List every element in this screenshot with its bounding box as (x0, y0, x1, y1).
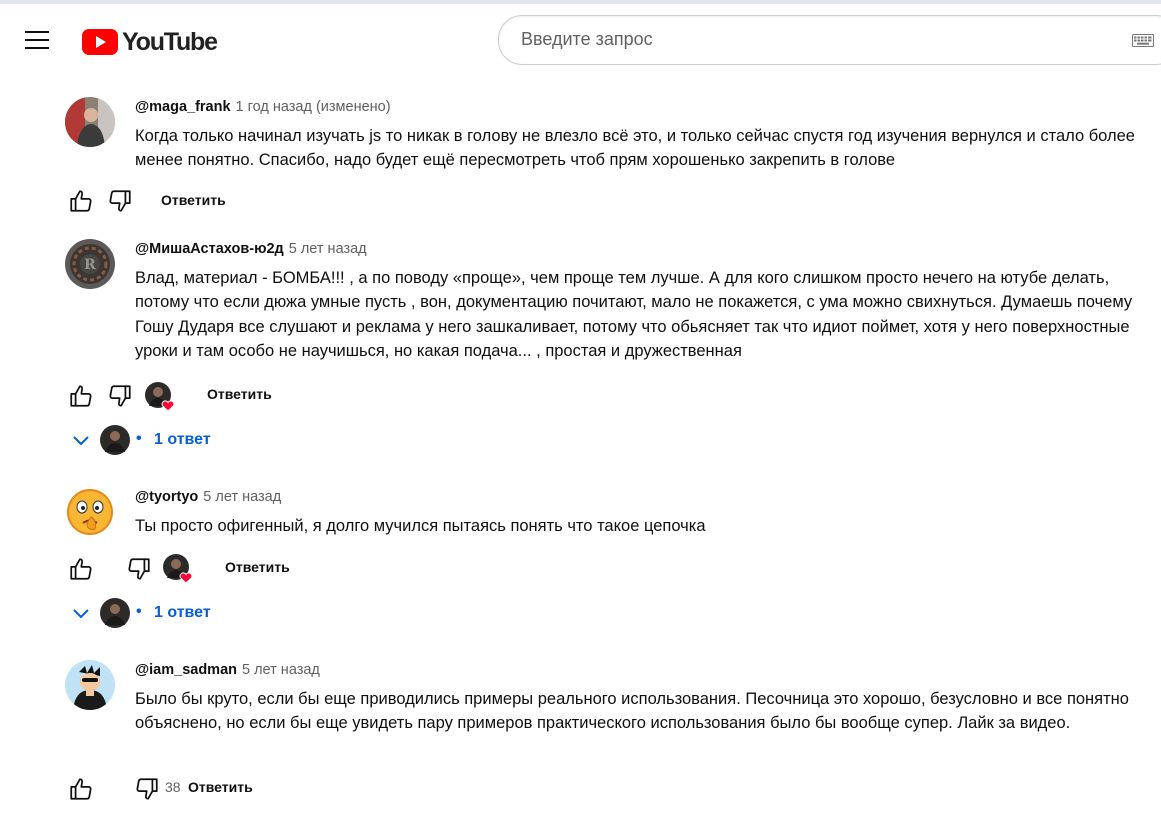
comment-author[interactable]: @МишаАстахов-ю2д (135, 241, 284, 257)
separator-dot: • (136, 603, 142, 620)
reply-count[interactable]: 1 ответ (154, 431, 211, 448)
creator-avatar (100, 598, 130, 628)
comment-actions (68, 375, 668, 415)
comment-text: Было бы круто, если бы еще приводились примеры реального использования. Песочница это хорошо, безусловно и все понятно объяснено, но если бы еще увидеть пару примеров практического использования было бы вообще супер. Лайк за видео. (135, 690, 1129, 733)
view-replies-button[interactable] (70, 424, 370, 460)
dislike-button[interactable] (126, 556, 152, 582)
dislike-button[interactable] (107, 383, 133, 409)
like-button[interactable] (68, 556, 94, 582)
avatar[interactable] (65, 97, 115, 147)
dislike-button[interactable] (134, 776, 160, 802)
masthead (0, 4, 1161, 76)
comment-text: Когда только начинал изучать js то никак в голову не влезло всё это, и только сейчас спустя год изучения вернулся и стало более менее понятно. Спасибо, надо будет ещё пересмотреть чтоб прям хорошенько закрепить в голове (135, 127, 1135, 170)
reply-button[interactable]: Ответить (161, 192, 226, 208)
search-input[interactable] (519, 28, 1083, 51)
search-box[interactable] (498, 15, 1161, 65)
avatar[interactable] (65, 660, 115, 710)
keyboard-icon[interactable] (1132, 34, 1154, 47)
creator-heart-icon (144, 381, 176, 413)
reply-count[interactable]: 1 ответ (154, 604, 211, 621)
menu-icon[interactable] (25, 31, 49, 51)
like-button[interactable] (68, 188, 94, 214)
chevron-down-icon (72, 607, 90, 621)
comment-time[interactable]: 5 лет назад (242, 662, 320, 678)
reply-button[interactable]: Ответить (207, 386, 272, 402)
reply-button[interactable]: Ответить (188, 779, 253, 795)
comment-time[interactable]: 5 лет назад (203, 489, 282, 505)
separator-dot: • (136, 430, 142, 447)
like-button[interactable] (68, 776, 94, 802)
creator-avatar (100, 425, 130, 455)
dislike-button[interactable] (107, 188, 133, 214)
comment-author[interactable]: @iam_sadman (135, 662, 237, 678)
reply-button[interactable]: Ответить (225, 559, 290, 575)
comment-text: Ты просто офигенный, я долго мучился пытаясь понять что такое цепочка (135, 517, 706, 535)
comment-time[interactable]: 5 лет назад (288, 241, 367, 257)
comment-author[interactable]: @tyortyo (135, 489, 199, 505)
chevron-down-icon (72, 434, 90, 448)
creator-heart-icon (162, 553, 194, 585)
like-count: 38 (165, 779, 181, 795)
comment-actions (68, 768, 668, 808)
avatar[interactable] (65, 487, 115, 537)
comment-author[interactable]: @maga_frank (135, 99, 231, 115)
comment-actions (68, 548, 668, 588)
youtube-logo[interactable] (82, 28, 217, 56)
view-replies-button[interactable] (70, 597, 370, 633)
like-button[interactable] (68, 383, 94, 409)
comment-time[interactable]: 1 год назад (изменено) (235, 99, 391, 115)
logo-text: YouTube (122, 27, 217, 56)
svg-text:R: R (84, 257, 96, 273)
avatar[interactable] (65, 239, 115, 289)
comment-text: Влад, материал - БОМБА!!! , а по поводу «проще», чем проще тем лучше. А для кого слишком просто нечего на ютубе делать, потому что если дюжа умные пусть , вон, документацию почитают, мало не покажется, с ума можно свихнуться. Думаешь почему Гошу Дударя все слушают и реклама у него зашкаливает, потому что обьясняет так что идиот поймет, хотя у него поверхностные уроки и там особо не научишься, но какая подача... , простая и дружественная (135, 269, 1133, 360)
youtube-play-icon (82, 29, 118, 55)
comment-actions (68, 181, 668, 221)
